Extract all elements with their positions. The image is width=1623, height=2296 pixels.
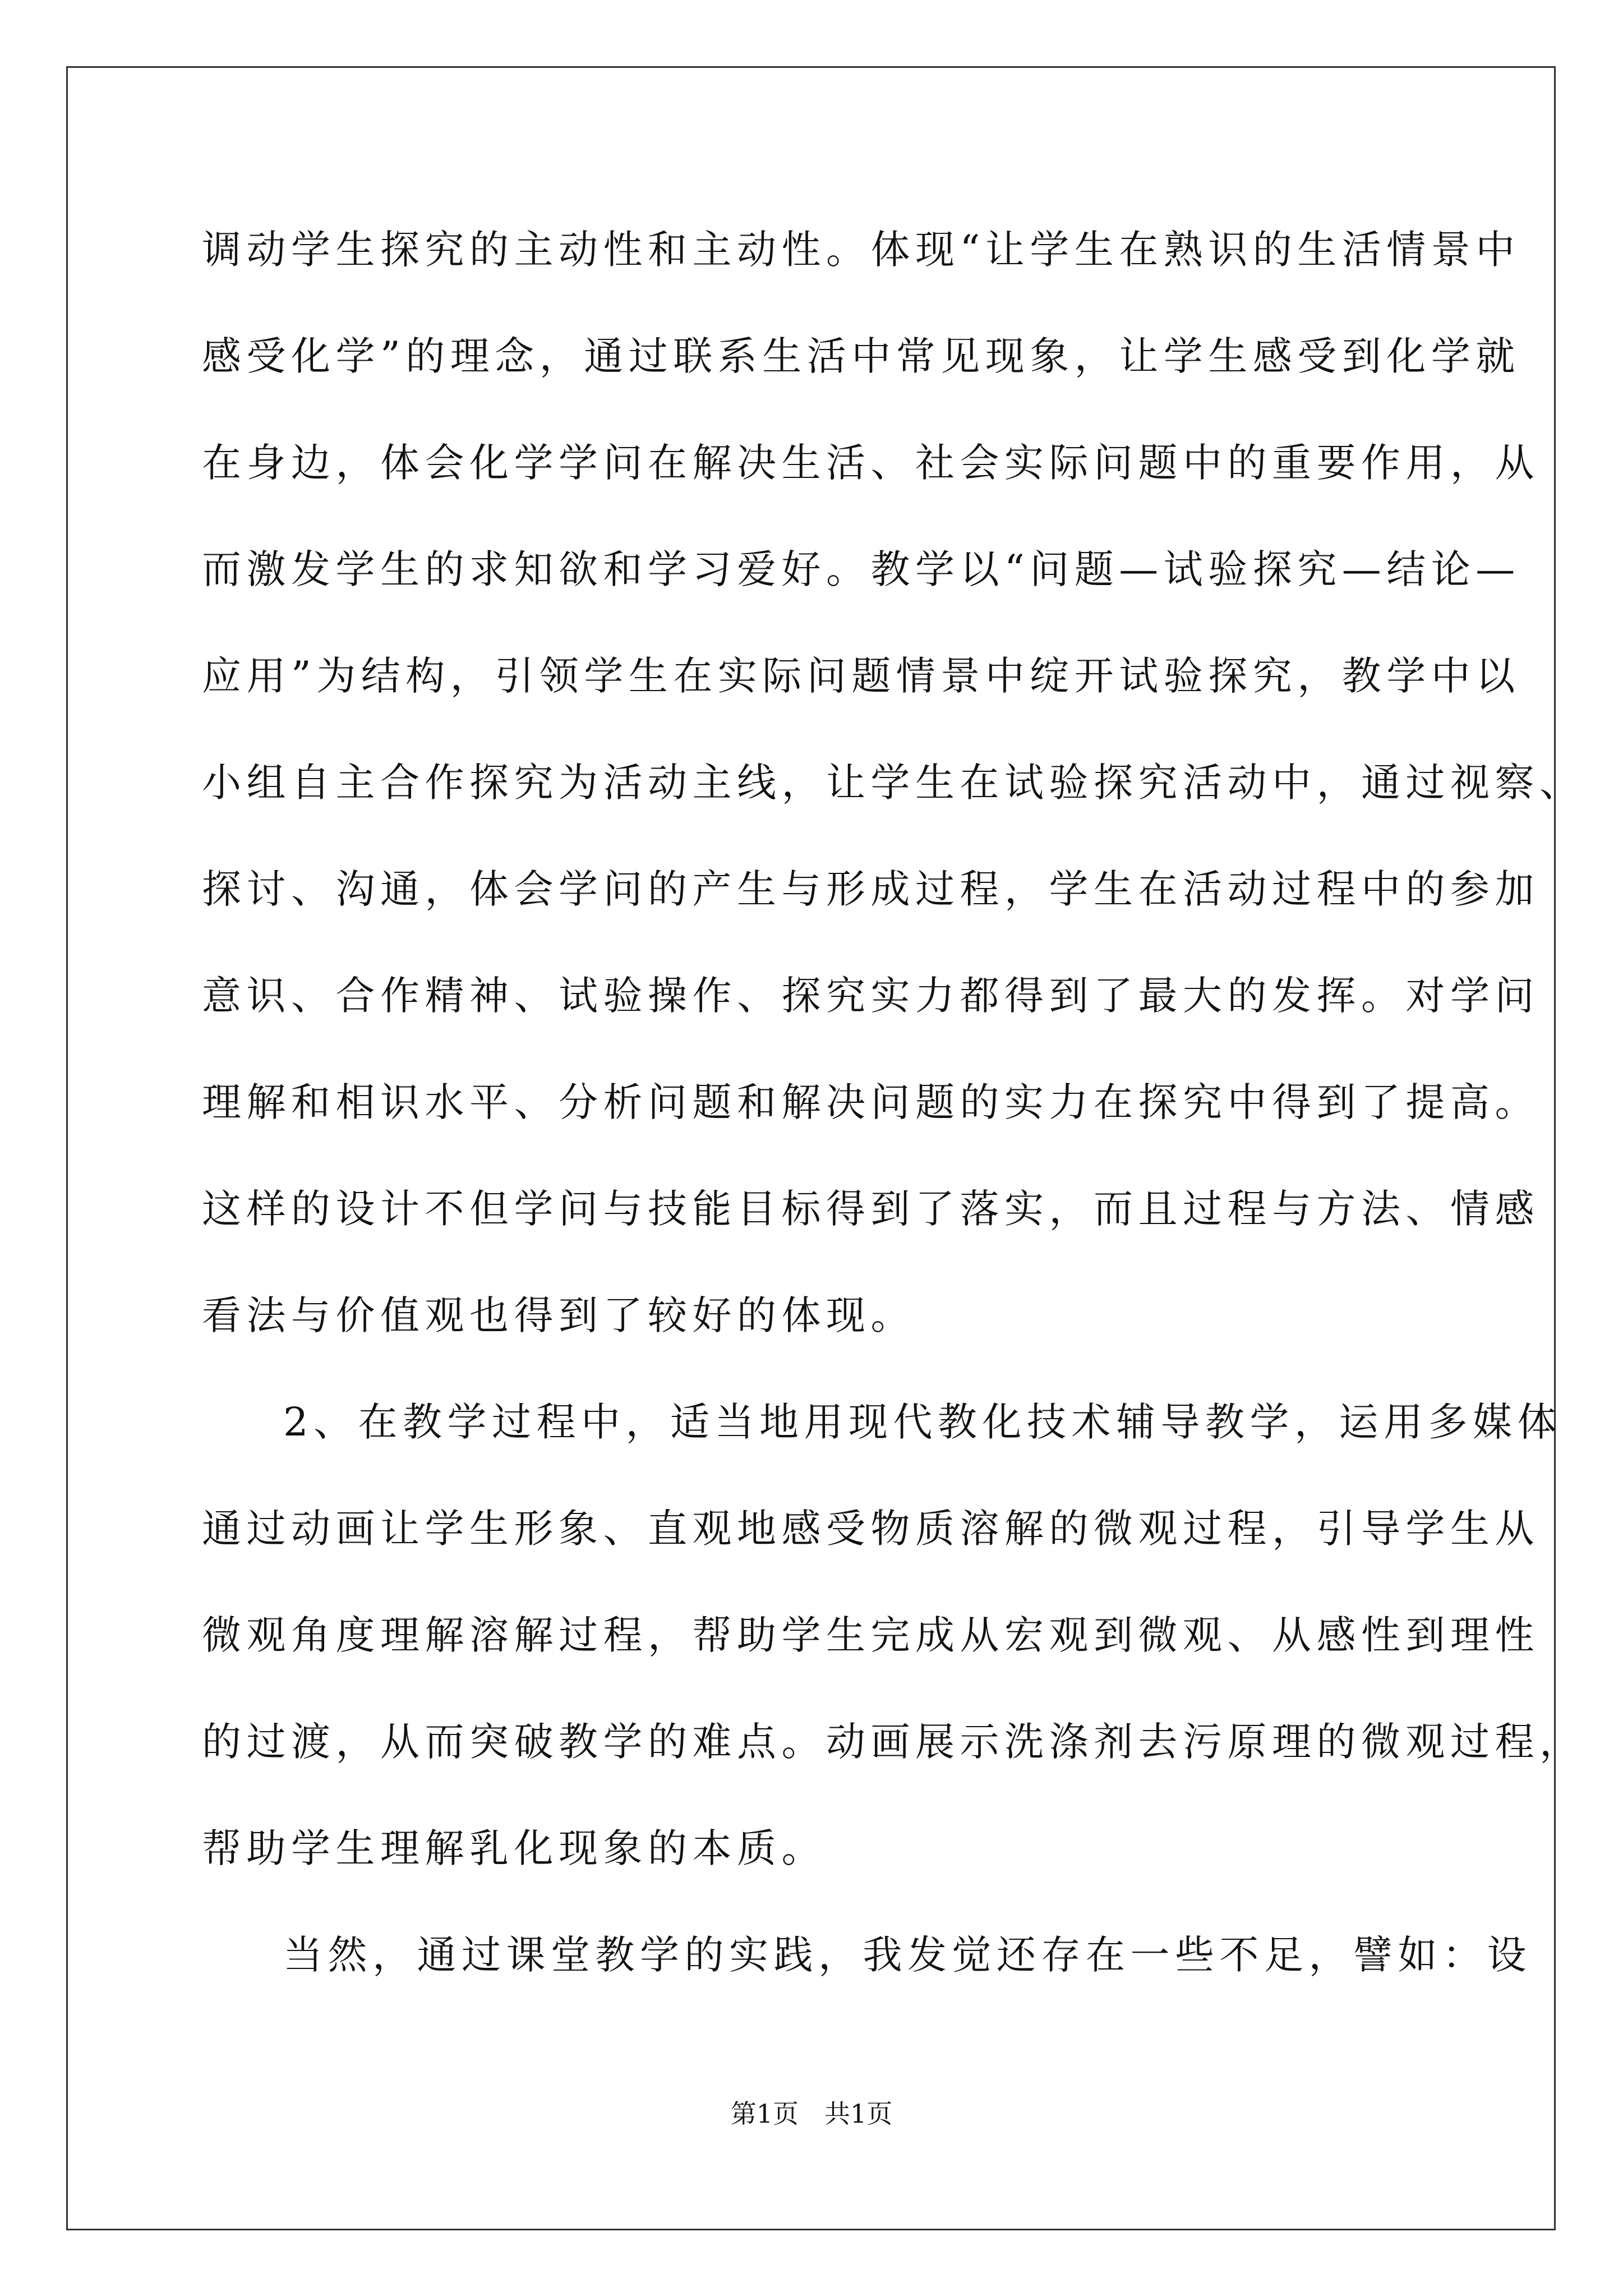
text-line: 理解和相识水平、分析问题和解决问题的实力在探究中得到了提高。 <box>202 1079 1539 1125</box>
text-line: 小组自主合作探究为活动主线，让学生在试验探究活动中，通过视察、 <box>202 760 1584 806</box>
text-line: 感受化学”的理念，通过联系生活中常见现象，让学生感受到化学就 <box>202 333 1520 379</box>
text-line: 意识、合作精神、试验操作、探究实力都得到了最大的发挥。对学问 <box>202 973 1539 1019</box>
text-line: 通过动画让学生形象、直观地感受物质溶解的微观过程，引导学生从 <box>202 1506 1539 1552</box>
text-line: 帮助学生理解乳化现象的本质。 <box>202 1825 826 1871</box>
text-line: 调动学生探究的主动性和主动性。体现“让学生在熟识的生活情景中 <box>202 227 1520 273</box>
text-line: 这样的设计不但学问与技能目标得到了落实，而且过程与方法、情感 <box>202 1186 1539 1232</box>
text-line: 看法与价值观也得到了较好的体现。 <box>202 1292 915 1338</box>
text-line: 而激发学生的求知欲和学习爱好。教学以“问题—试验探究—结论— <box>202 546 1520 592</box>
paragraph-start-line: 当然，通过课堂教学的实践，我发觉还存在一些不足，譬如：设 <box>283 1932 1532 1978</box>
text-line: 微观角度理解溶解过程，帮助学生完成从宏观到微观、从感性到理性 <box>202 1612 1539 1658</box>
page-border <box>66 66 1556 2230</box>
text-line: 的过渡，从而突破教学的难点。动画展示洗涤剂去污原理的微观过程， <box>202 1719 1584 1765</box>
text-line: 探讨、沟通，体会学问的产生与形成过程，学生在活动过程中的参加 <box>202 866 1539 912</box>
text-line: 应用”为结构，引领学生在实际问题情景中绽开试验探究，教学中以 <box>202 653 1520 699</box>
paragraph-start-line: 2、在教学过程中，适当地用现代教化技术辅导教学，运用多媒体 <box>283 1399 1562 1445</box>
page-footer: 第1页 共1页 <box>730 2099 893 2129</box>
text-line: 在身边，体会化学学问在解决生活、社会实际问题中的重要作用，从 <box>202 440 1539 486</box>
